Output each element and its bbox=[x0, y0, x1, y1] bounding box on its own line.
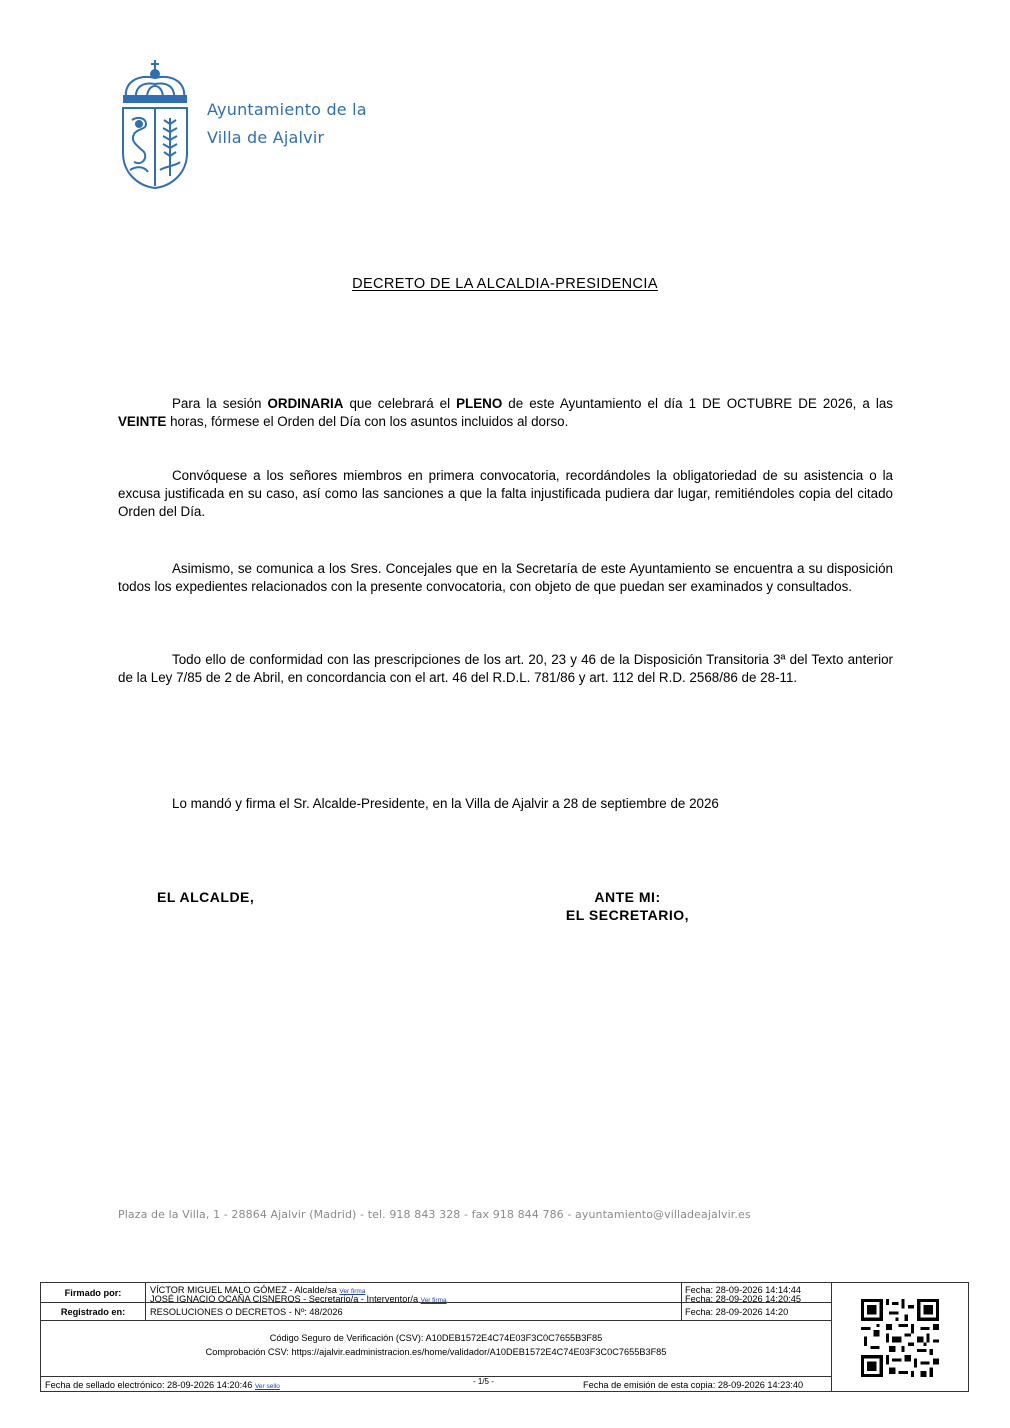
footer-address: Plaza de la Villa, 1 - 28864 Ajalvir (Madrid) - tel. 918 843 328 - fax 918 844 786 - ayuntamiento@villadeajalvir.es bbox=[118, 1208, 751, 1221]
registered-label: Registrado en: bbox=[60, 1307, 126, 1317]
paragraph-convocation-text: Convóquese a los señores miembros en primera convocatoria, recordándoles la obligatoriedad de su asistencia o la excusa justificada en su caso, así como las sanciones a que la falta injustificada pudiera dar lugar, remitiéndoles copia del citado Orden del Día. bbox=[118, 468, 893, 519]
p1-session-type: ORDINARIA bbox=[267, 396, 344, 411]
p1-text-g: horas, fórmese el Orden del Día con los asuntos incluidos al dorso. bbox=[166, 414, 569, 429]
verify-seal-link[interactable]: Ver sello bbox=[254, 1383, 280, 1390]
sign-date-1: Fecha: 28-09-2026 14:14:44 bbox=[685, 1285, 801, 1295]
page-number: - 1/5 - bbox=[473, 1377, 494, 1386]
signature-secretary-line2: EL SECRETARIO, bbox=[565, 907, 690, 923]
registry-date: Fecha: 28-09-2026 14:20 bbox=[685, 1307, 789, 1317]
signed-by-label: Firmado por: bbox=[64, 1288, 122, 1298]
signer-2 bbox=[150, 1294, 447, 1306]
signer-1-name: VÍCTOR MIGUEL MALO GÓMEZ - Alcalde/sa bbox=[150, 1285, 337, 1295]
organization-name-line2: Villa de Ajalvir bbox=[207, 128, 325, 147]
signer-2-name: JOSÉ IGNACIO OCAÑA CISNEROS - Secretario/a - Interventor/a bbox=[150, 1294, 419, 1304]
seal-date bbox=[45, 1380, 280, 1392]
seal-date-text: Fecha de sellado electrónico: 28-09-2026 14:20:46 bbox=[45, 1380, 253, 1390]
csv-code: Código Seguro de Verificación (CSV): A10DEB1572E4C74E03F3C0C7655B3F85 bbox=[269, 1333, 603, 1343]
qr-code-icon bbox=[861, 1299, 939, 1377]
closing-statement: Lo mandó y firma el Sr. Alcalde-Presidente, en la Villa de Ajalvir a 28 de septiembre de 2026 bbox=[172, 796, 719, 811]
p1-text-a: Para la sesión bbox=[172, 396, 268, 411]
csv-check-url[interactable]: Comprobación CSV: https://ajalvir.eadministracion.es/home/validador/A10DEB1572E4C74E03F3C0C7655B3F85 bbox=[205, 1347, 667, 1357]
registry-entry: RESOLUCIONES O DECRETOS - Nº: 48/2026 bbox=[150, 1307, 343, 1317]
verify-signature-link-2[interactable]: Ver firma bbox=[420, 1297, 447, 1304]
signature-secretary-line1: ANTE MI: bbox=[594, 889, 661, 905]
organization-name bbox=[207, 96, 367, 152]
p1-text-c: que celebrará el bbox=[343, 396, 457, 411]
document-title bbox=[0, 276, 1010, 292]
paragraph-legal bbox=[118, 651, 893, 687]
paragraph-files bbox=[118, 560, 893, 596]
verify-signature-link-1[interactable]: Ver firma bbox=[339, 1288, 366, 1295]
paragraph-convocation bbox=[118, 467, 893, 521]
document-title-text: DECRETO DE LA ALCALDIA-PRESIDENCIA bbox=[352, 276, 658, 292]
p1-hour: VEINTE bbox=[118, 414, 167, 429]
sign-date-2: Fecha: 28-09-2026 14:20:45 bbox=[685, 1294, 801, 1304]
copy-date: Fecha de emisión de esta copia: 28-09-2026 14:23:40 bbox=[583, 1380, 804, 1390]
coat-of-arms-logo bbox=[120, 58, 190, 190]
paragraph-legal-text: Todo ello de conformidad con las prescripciones de los art. 20, 23 y 46 de la Disposición Transitoria 3ª del Texto anterior de la Ley 7/85 de 2 de Abril, en concordancia con el art. 46 del R.D.L. 781/86 y art. 112 del R.D. 2568/86 de 28-11. bbox=[118, 652, 893, 685]
signature-mayor: EL ALCALDE, bbox=[157, 889, 255, 905]
verification-box bbox=[40, 1282, 969, 1392]
organization-name-line1: Ayuntamiento de la bbox=[207, 100, 367, 119]
p1-text-e: de este Ayuntamiento el día 1 DE OCTUBRE DE 2026, a las bbox=[502, 396, 893, 411]
paragraph-files-text: Asimismo, se comunica a los Sres. Concejales que en la Secretaría de este Ayuntamiento se encuentra a su disposición todos los expedientes relacionados con la presente convocatoria, con objeto de que puedan ser examinados y consultados. bbox=[118, 561, 893, 594]
p1-body: PLENO bbox=[456, 396, 503, 411]
paragraph-session bbox=[118, 395, 893, 431]
signature-secretary bbox=[540, 888, 715, 924]
